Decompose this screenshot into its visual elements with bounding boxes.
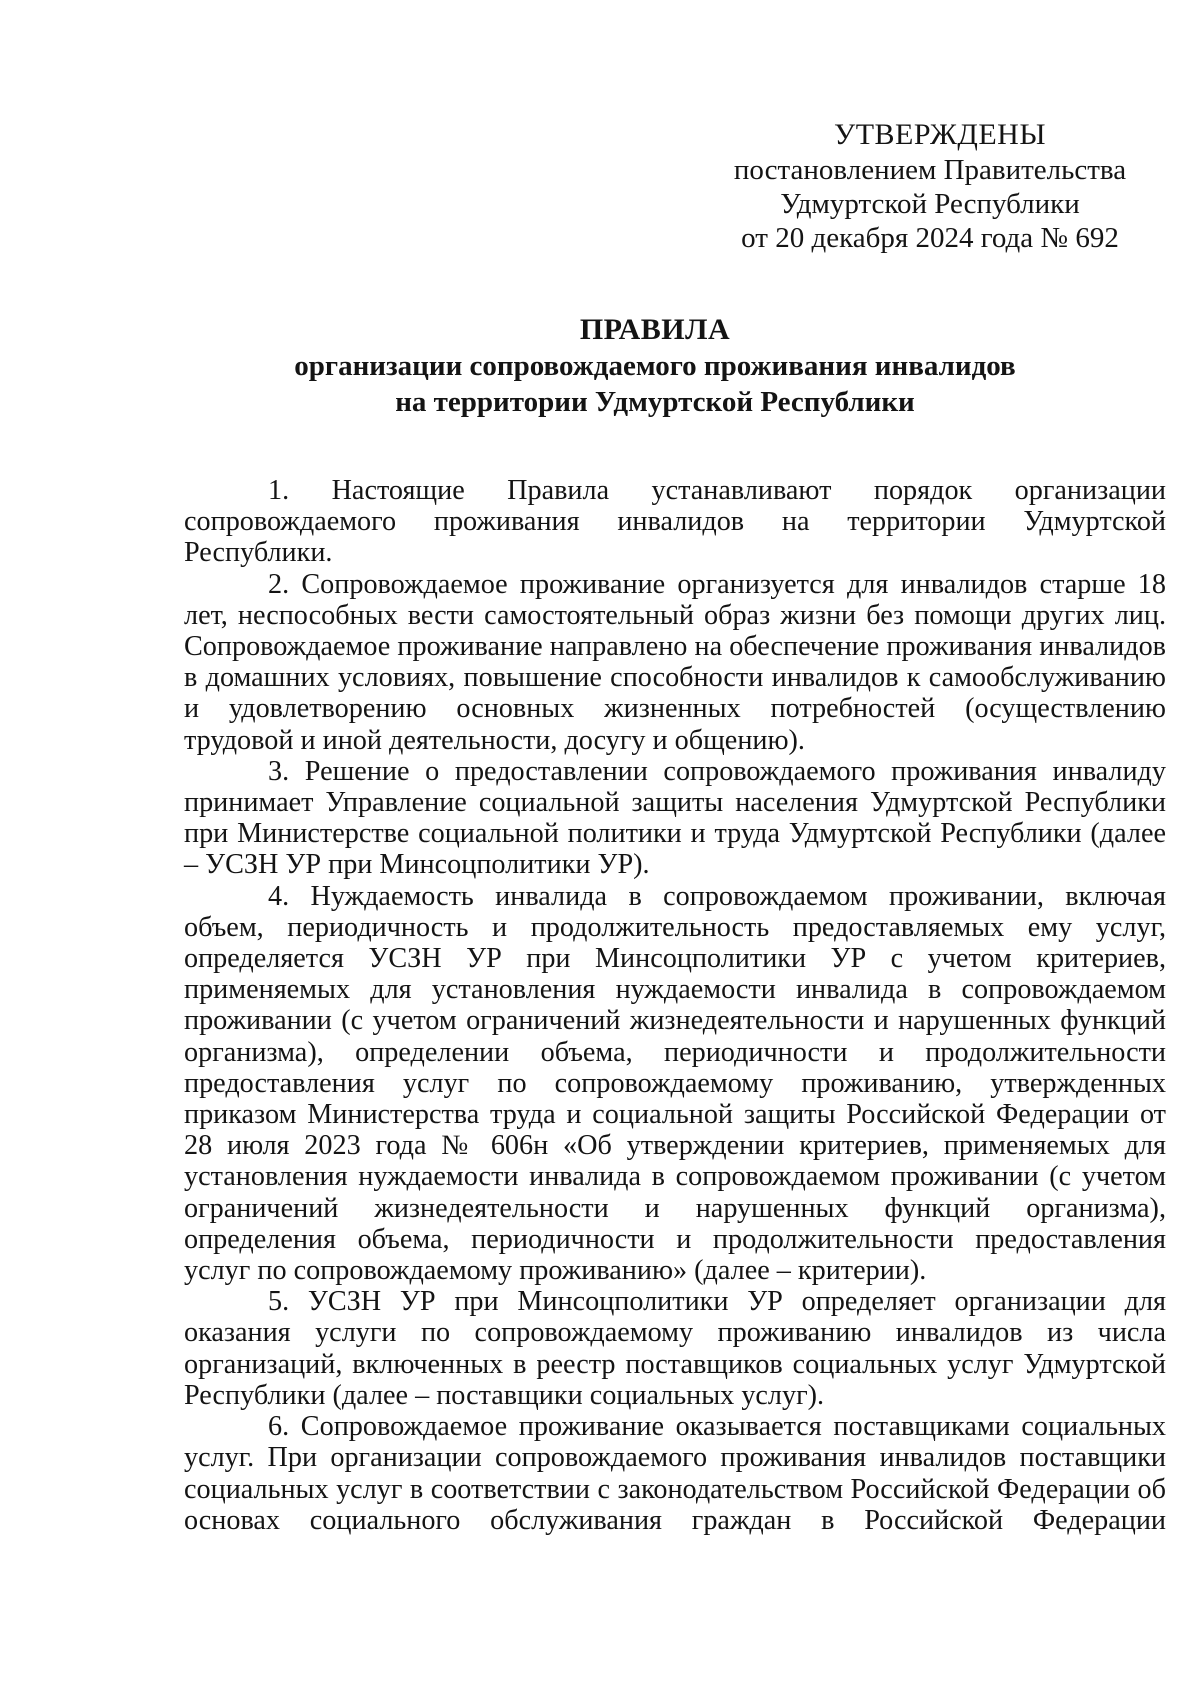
paragraph-2: 2. Сопровождаемое проживание организуется для инвалидов старше 18 лет, неспособных вести самостоятельный образ жизни без помощи других лиц. Сопровождаемое проживание направлено на обеспечение проживания инвалидов в домашних условиях, повышение способности инвалидов к самообслуживанию и удовлетворению основных жизненных потребностей (осуществлению трудовой и иной деятельности, досугу и общению). [184,568,1166,756]
paragraph-3: 3. Решение о предоставлении сопровождаемого проживания инвалиду принимает Управление социальной защиты населения Удмуртской Республики при Министерстве социальной политики и труда Удмуртской Республики (далее – УСЗН УР при Минсоцполитики УР). [184,755,1166,881]
document-heading [185,312,1125,420]
approval-block [720,118,1140,255]
document-subtitle-line-1: организации сопровождаемого проживания инвалидов [294,350,1016,382]
document-title: ПРАВИЛА [579,313,731,346]
paragraph-4: 4. Нуждаемость инвалида в сопровождаемом проживании, включая объем, периодичность и продолжительность предоставляемых ему услуг, определяется УСЗН УР при Минсоцполитики УР с учетом критериев, применяемых для установления нуждаемости инвалида в сопровождаемом проживании (с учетом ограничений жизнедеятельности и нарушенных функций организма), определении объема, периодичности и продолжительности предоставления услуг по сопровождаемому проживанию, утвержденных приказом Министерства труда и социальной защиты Российской Федерации от 28 июля 2023 года № 606н «Об утверждении критериев, применяемых для установления нуждаемости инвалида в сопровождаемом проживании (с учетом ограничений жизнедеятельности и нарушенных функций организма), определения объема, периодичности и продолжительности предоставления услуг по сопровождаемому проживанию» (далее – критерии). [184,880,1166,1287]
approval-line-2: Удмуртской Республики [780,188,1080,220]
document-subtitle-line-2: на территории Удмуртской Республики [395,386,915,418]
approval-title: УТВЕРЖДЕНЫ [833,118,1047,151]
document-body [184,475,1166,1536]
paragraph-1: 1. Настоящие Правила устанавливают порядок организации сопровождаемого проживания инвалидов на территории Удмуртской Республики. [184,475,1166,569]
approval-line-1: постановлением Правительства [733,154,1127,186]
paragraph-5: 5. УСЗН УР при Минсоцполитики УР определяет организации для оказания услуги по сопровождаемому проживанию инвалидов из числа организаций, включенных в реестр поставщиков социальных услуг Удмуртской Республики (далее – поставщики социальных услуг). [184,1286,1166,1411]
paragraph-6: 6. Сопровождаемое проживание оказывается поставщиками социальных услуг. При организации сопровождаемого проживания инвалидов поставщики социальных услуг в соответствии с законодательством Российской Федерации об основах социального обслуживания граждан в Российской Федерации [184,1411,1166,1536]
approval-line-3: от 20 декабря 2024 года № 692 [741,222,1119,254]
